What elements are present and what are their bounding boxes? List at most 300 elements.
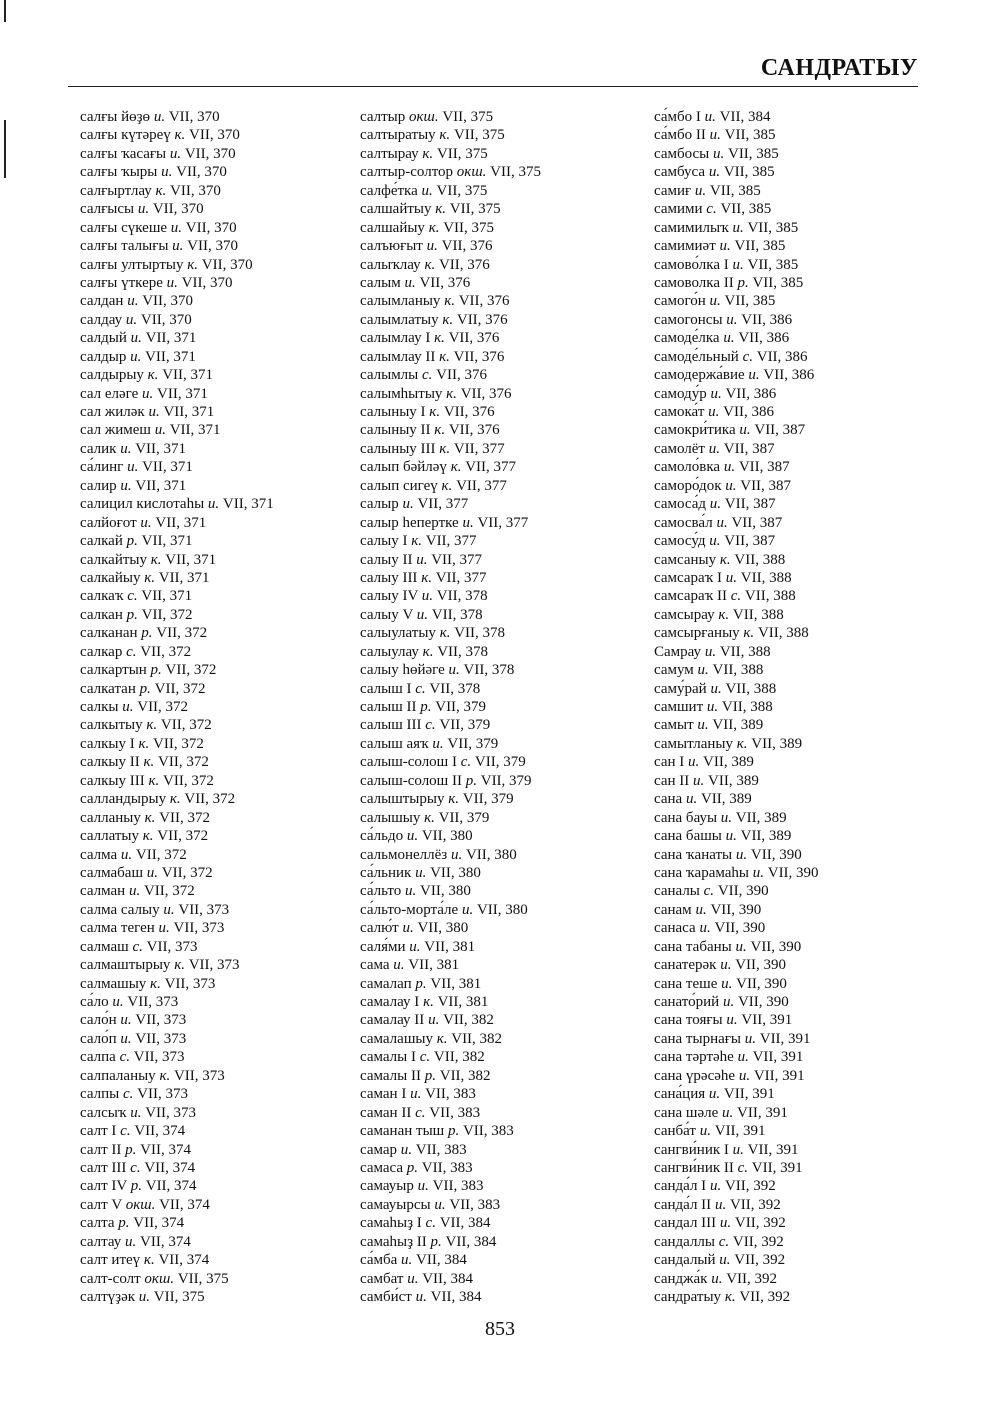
entry-headword: саллатыу (80, 828, 140, 845)
entry-headword: салыу V (360, 606, 414, 623)
entry-reference: VII, 391 (747, 1141, 799, 1158)
entry-reference: VII, 371 (165, 551, 217, 568)
entry-part-of-speech: и. (127, 459, 139, 476)
entry-part-of-speech: и. (462, 514, 474, 531)
entry-headword: салтыр-солтор (360, 164, 454, 181)
entry-headword: сан I (654, 754, 685, 771)
entry-headword: самби́ст (360, 1289, 412, 1305)
entry-reference: VII, 387 (723, 440, 775, 457)
entry-headword: салма (80, 846, 118, 863)
entry-part-of-speech: р. (465, 772, 477, 789)
entry-part-of-speech: р. (406, 1159, 419, 1176)
index-entry (80, 1270, 350, 1288)
index-entry (654, 606, 954, 624)
entry-headword: са́льдо (360, 828, 404, 845)
entry-headword: сана (654, 791, 683, 808)
index-entry (360, 1104, 630, 1122)
entry-part-of-speech: и. (163, 901, 175, 918)
entry-headword: салыш III (360, 717, 422, 734)
entry-part-of-speech: и. (130, 348, 142, 365)
index-entry (360, 790, 630, 808)
entry-part-of-speech: и. (706, 699, 719, 715)
entry-part-of-speech: и. (719, 1252, 731, 1269)
entry-reference: VII, 371 (141, 588, 193, 605)
index-entry (360, 882, 630, 900)
entry-reference: VII, 387 (731, 514, 783, 531)
entry-reference: VII, 383 (462, 1123, 514, 1140)
entry-headword: салт I (80, 1123, 117, 1140)
entry-headword: самалы II (360, 1067, 421, 1084)
entry-reference: VII, 372 (160, 717, 212, 734)
entry-headword: салтау (80, 1233, 122, 1250)
entry-headword: са́льто-морта́ле (360, 901, 459, 918)
entry-headword: салшайтыу (360, 201, 432, 218)
entry-part-of-speech: и. (166, 274, 178, 291)
entry-part-of-speech: и. (120, 1030, 132, 1047)
index-entry (360, 753, 630, 771)
entry-headword: самалау I (360, 994, 420, 1010)
entry-part-of-speech: и. (401, 1252, 413, 1269)
entry-headword: саман II (360, 1104, 412, 1121)
entry-headword: салыныу I (360, 404, 426, 420)
entry-headword: салт-солт (80, 1270, 141, 1287)
entry-part-of-speech: к. (724, 1289, 736, 1305)
entry-part-of-speech: к. (144, 569, 155, 586)
entry-reference: VII, 370 (176, 164, 227, 181)
entry-part-of-speech: и. (693, 772, 705, 789)
index-entry (360, 1159, 630, 1177)
entry-reference: VII, 373 (133, 1049, 185, 1066)
entry-reference: VII, 387 (738, 459, 790, 476)
entry-headword: салмаш (80, 938, 129, 955)
entry-part-of-speech: и. (737, 1049, 749, 1066)
entry-reference: VII, 375 (453, 127, 505, 144)
index-entry (80, 477, 350, 495)
index-entry (80, 919, 350, 937)
entry-reference: VII, 391 (753, 1067, 805, 1084)
index-entry (654, 1122, 954, 1140)
entry-reference: VII, 392 (732, 1233, 784, 1250)
entry-headword: салшайыу (360, 219, 425, 236)
entry-headword: салйоғот (80, 514, 137, 531)
entry-reference: VII, 374 (159, 1196, 210, 1213)
index-entry (360, 440, 630, 458)
index-entry (80, 182, 350, 200)
entry-reference: VII, 392 (729, 1196, 781, 1213)
entry-reference: VII, 374 (158, 1252, 210, 1269)
entry-headword: сана тырнағы (654, 1030, 741, 1047)
entry-headword: самаһыҙ I (360, 1215, 422, 1232)
entry-reference: VII, 371 (157, 385, 208, 402)
entry-part-of-speech: к. (450, 459, 462, 476)
entry-reference: VII, 385 (752, 274, 804, 291)
entry-headword: сало́н (80, 1012, 117, 1029)
entry-headword: самалап (360, 975, 412, 992)
entry-reference: VII, 378 (437, 643, 489, 660)
index-entry (654, 514, 954, 532)
entry-reference: VII, 376 (443, 404, 495, 420)
entry-reference: VII, 373 (173, 920, 225, 937)
entry-part-of-speech: и. (158, 920, 170, 937)
index-entry (80, 200, 350, 218)
entry-headword: салыу IV (360, 588, 419, 605)
index-entry (654, 753, 954, 771)
entry-headword: салымланыу (360, 293, 441, 310)
index-entry (654, 1288, 954, 1306)
index-entry (360, 938, 630, 956)
index-entry (654, 477, 954, 495)
entry-reference: VII, 376 (441, 238, 493, 255)
index-entry (360, 1251, 630, 1269)
index-entry (360, 901, 630, 919)
entry-headword: самауыр (360, 1178, 414, 1195)
entry-part-of-speech: р. (126, 606, 138, 623)
entry-reference: VII, 375 (153, 1289, 205, 1305)
entry-reference: VII, 383 (432, 1178, 484, 1195)
index-entry (654, 348, 954, 366)
entry-reference: VII, 370 (189, 127, 240, 144)
entry-part-of-speech: р. (130, 1178, 142, 1195)
index-entry (80, 403, 350, 421)
index-entry (80, 735, 350, 753)
index-entry (360, 698, 630, 716)
entry-headword: санато́рий (654, 994, 720, 1010)
index-entry (360, 680, 630, 698)
entry-reference: VII, 384 (422, 1270, 474, 1287)
entry-part-of-speech: с. (419, 1049, 431, 1066)
entry-reference: VII, 379 (447, 735, 499, 752)
entry-part-of-speech: р. (126, 533, 138, 550)
entry-headword: салфе́тка (360, 182, 418, 199)
entry-reference: VII, 384 (719, 109, 771, 125)
index-entry (654, 938, 954, 956)
index-entry (360, 182, 630, 200)
entry-headword: салыулатыу (360, 625, 436, 642)
entry-headword: салкайыу (80, 569, 141, 586)
entry-reference: VII, 383 (415, 1141, 467, 1158)
entry-headword: салкайтыу (80, 551, 147, 568)
entry-reference: VII, 376 (458, 293, 510, 310)
entry-headword: салдау (80, 311, 123, 328)
index-entry (654, 1030, 954, 1048)
entry-reference: VII, 388 (757, 625, 809, 642)
entry-headword: самими (654, 201, 703, 218)
entry-headword: самоpо́док (654, 477, 722, 494)
index-entry (654, 200, 954, 218)
index-entry (80, 1011, 350, 1029)
entry-reference: VII, 392 (739, 1289, 791, 1305)
index-entry (80, 551, 350, 569)
entry-reference: VII, 389 (703, 754, 754, 771)
entry-headword: салтырау (360, 145, 419, 162)
entry-headword: салым (360, 274, 401, 291)
entry-headword: сандал III (654, 1215, 717, 1232)
entry-reference: VII, 388 (725, 680, 777, 697)
entry-headword: самаса (360, 1159, 404, 1176)
entry-headword: салкыу III (80, 772, 145, 789)
index-entry (80, 680, 350, 698)
index-entry (80, 643, 350, 661)
index-entry (360, 1288, 630, 1306)
entry-part-of-speech: и. (725, 828, 737, 845)
entry-headword: самалашыу (360, 1030, 433, 1047)
entry-reference: VII, 372 (161, 864, 213, 881)
entry-reference: VII, 373 (188, 957, 240, 974)
entry-headword: салыу I (360, 533, 408, 550)
index-entry (360, 1030, 630, 1048)
entry-reference: VII, 374 (134, 1123, 186, 1140)
index-entry (360, 551, 630, 569)
index-entry (654, 993, 954, 1011)
index-entry (80, 495, 350, 513)
entry-reference: VII, 374 (144, 1159, 196, 1176)
entry-headword: самосва́л (654, 514, 713, 531)
index-entry (360, 256, 630, 274)
scan-edge-mark-top (4, 0, 6, 22)
index-entry (80, 348, 350, 366)
entry-part-of-speech: и. (709, 127, 721, 144)
index-entry (360, 163, 630, 181)
entry-reference: VII, 381 (430, 975, 482, 992)
entry-part-of-speech: к. (143, 754, 155, 771)
entry-reference: VII, 381 (437, 994, 489, 1010)
index-entry (654, 182, 954, 200)
index-entry (654, 1233, 954, 1251)
entry-reference: VII, 371 (145, 348, 196, 365)
entry-headword: са́мба (360, 1252, 398, 1269)
index-entry (360, 1270, 630, 1288)
entry-headword: саму́рай (654, 680, 707, 697)
entry-part-of-speech: и. (697, 717, 709, 734)
index-entry (360, 1196, 630, 1214)
entry-reference: VII, 370 (181, 274, 233, 291)
entry-reference: VII, 383 (449, 1196, 501, 1213)
index-entry (654, 1196, 954, 1214)
entry-reference: VII, 375 (449, 201, 501, 218)
index-entry (654, 1251, 954, 1269)
entry-reference: VII, 376 (448, 422, 500, 439)
index-entry (80, 1196, 350, 1214)
index-entry (654, 458, 954, 476)
entry-reference: VII, 385 (727, 145, 779, 162)
index-entry (80, 606, 350, 624)
entry-part-of-speech: к. (146, 717, 158, 734)
index-entry (654, 661, 954, 679)
index-entry (80, 385, 350, 403)
index-entry (80, 1251, 350, 1269)
entry-reference: VII, 377 (435, 569, 487, 586)
entry-part-of-speech: и. (710, 385, 722, 402)
index-entry (360, 643, 630, 661)
entry-reference: VII, 371 (155, 514, 207, 531)
entry-part-of-speech: р. (447, 1123, 460, 1140)
entry-part-of-speech: к. (422, 643, 434, 660)
index-entry (360, 403, 630, 421)
entry-part-of-speech: к. (422, 145, 434, 162)
entry-part-of-speech: и. (708, 404, 720, 420)
entry-part-of-speech: и. (154, 422, 166, 439)
entry-headword: салдырыу (80, 367, 144, 384)
entry-part-of-speech: с. (120, 1123, 131, 1140)
entry-part-of-speech: с. (703, 883, 715, 900)
entry-reference: VII, 380 (430, 864, 481, 881)
entry-part-of-speech: р. (415, 975, 427, 992)
entry-reference: VII, 376 (453, 348, 505, 365)
entry-part-of-speech: к. (434, 330, 445, 347)
entry-reference: VII, 388 (744, 588, 796, 605)
index-entry (360, 661, 630, 679)
entry-part-of-speech: и. (122, 699, 134, 715)
entry-part-of-speech: и. (699, 1123, 711, 1140)
entry-reference: VII, 390 (736, 975, 787, 992)
entry-part-of-speech: и. (725, 569, 737, 586)
entry-reference: VII, 390 (714, 920, 766, 937)
entry-reference: VII, 370 (142, 293, 194, 310)
entry-reference: VII, 372 (156, 625, 208, 642)
index-entry (654, 680, 954, 698)
index-entry (80, 1048, 350, 1066)
index-entry (654, 495, 954, 513)
index-entry (80, 458, 350, 476)
entry-part-of-speech: и. (461, 901, 474, 918)
entry-part-of-speech: и. (720, 957, 732, 974)
entry-reference: VII, 373 (135, 1030, 187, 1047)
entry-reference: VII, 370 (140, 311, 192, 328)
index-entry (654, 735, 954, 753)
entry-part-of-speech: и. (120, 440, 132, 457)
entry-reference: VII, 375 (436, 182, 488, 199)
entry-part-of-speech: с. (130, 1159, 141, 1176)
entry-reference: VII, 370 (170, 182, 221, 199)
entry-part-of-speech: и. (125, 311, 138, 328)
entry-reference: VII, 376 (460, 385, 512, 402)
entry-part-of-speech: и. (127, 293, 139, 310)
index-column-3 (654, 108, 954, 1306)
index-entry (654, 421, 954, 439)
index-entry (654, 790, 954, 808)
entry-headword: салкартын (80, 662, 147, 679)
entry-part-of-speech: и. (207, 496, 220, 513)
entry-reference: VII, 392 (734, 1252, 786, 1269)
entry-part-of-speech: и. (709, 1178, 722, 1195)
entry-part-of-speech: и. (421, 588, 434, 605)
entry-reference: VII, 389 (700, 791, 752, 808)
entry-part-of-speech: и. (712, 145, 725, 162)
entry-reference: VII, 371 (162, 367, 214, 384)
entry-headword: сандратыу (654, 1289, 722, 1305)
index-entry (654, 569, 954, 587)
entry-part-of-speech: и. (405, 883, 417, 900)
entry-reference: VII, 390 (737, 994, 789, 1010)
index-entry (80, 1214, 350, 1232)
entry-headword: салымлау II (360, 348, 436, 365)
entry-reference: VII, 390 (750, 938, 802, 955)
index-entry (654, 624, 954, 642)
entry-headword: самимиәт (654, 238, 716, 255)
index-entry (654, 1141, 954, 1159)
index-entry (80, 514, 350, 532)
index-entry (360, 1048, 630, 1066)
entry-headword: самодержа́вие (654, 367, 745, 384)
index-entry (80, 901, 350, 919)
entry-part-of-speech: к. (148, 772, 160, 789)
entry-part-of-speech: к. (144, 809, 156, 826)
entry-part-of-speech: к. (424, 809, 435, 826)
entry-part-of-speech: с. (425, 717, 436, 734)
index-entry (654, 1104, 954, 1122)
entry-part-of-speech: и. (172, 238, 184, 255)
entry-part-of-speech: и. (704, 643, 717, 660)
index-entry (80, 145, 350, 163)
entry-reference: VII, 372 (143, 883, 195, 900)
entry-headword: сана башы (654, 828, 722, 845)
entry-headword: сана́ция (654, 1086, 706, 1103)
entry-headword: салыш II (360, 699, 417, 715)
index-entry (360, 1085, 630, 1103)
index-entry (654, 1085, 954, 1103)
index-entry (654, 440, 954, 458)
index-entry (654, 274, 954, 292)
entry-reference: VII, 388 (732, 606, 784, 623)
entry-headword: салғы ултыртыу (80, 256, 184, 273)
entry-reference: VII, 375 (177, 1270, 229, 1287)
entry-headword: саналы (654, 883, 700, 900)
entry-part-of-speech: и. (708, 440, 720, 457)
entry-reference: VII, 370 (168, 109, 220, 125)
entry-headword: салдыр (80, 348, 127, 365)
entry-headword: салкан (80, 606, 123, 623)
entry-part-of-speech: и. (719, 238, 731, 255)
entry-headword: салғы күтәреү (80, 127, 171, 144)
entry-headword: самоло́вка (654, 459, 721, 476)
entry-part-of-speech: и. (450, 846, 463, 863)
entry-headword: салт III (80, 1159, 127, 1176)
entry-headword: салканан (80, 625, 138, 642)
entry-part-of-speech: и. (417, 1178, 429, 1195)
entry-headword: салыштырыу (360, 791, 445, 808)
entry-part-of-speech: к. (743, 625, 755, 642)
index-entry (654, 219, 954, 237)
entry-part-of-speech: и. (721, 975, 733, 992)
index-entry (360, 1177, 630, 1195)
entry-part-of-speech: к. (169, 791, 181, 808)
entry-reference: VII, 384 (430, 1289, 482, 1305)
entry-reference: VII, 373 (178, 901, 230, 918)
entry-part-of-speech: к. (718, 606, 730, 623)
index-entry (654, 809, 954, 827)
entry-part-of-speech: к. (138, 735, 150, 752)
entry-part-of-speech: и. (720, 809, 733, 826)
entry-part-of-speech: и. (695, 901, 707, 918)
entry-part-of-speech: и. (709, 293, 721, 310)
entry-part-of-speech: р. (737, 274, 749, 291)
entry-part-of-speech: к. (448, 791, 459, 808)
entry-part-of-speech: и. (739, 422, 751, 439)
index-entry (360, 514, 630, 532)
entry-part-of-speech: и. (744, 1030, 756, 1047)
entry-headword: сальмонеллёз (360, 846, 448, 863)
entry-part-of-speech: р. (430, 1233, 442, 1250)
entry-part-of-speech: и. (146, 864, 159, 881)
entry-reference: VII, 371 (142, 459, 193, 476)
entry-reference: VII, 382 (433, 1049, 485, 1066)
index-entry (80, 1159, 350, 1177)
entry-headword: салман (80, 883, 126, 900)
entry-reference: VII, 372 (158, 754, 209, 771)
entry-part-of-speech: окш. (125, 1196, 156, 1213)
index-entry (360, 569, 630, 587)
entry-part-of-speech: и. (410, 1086, 422, 1103)
